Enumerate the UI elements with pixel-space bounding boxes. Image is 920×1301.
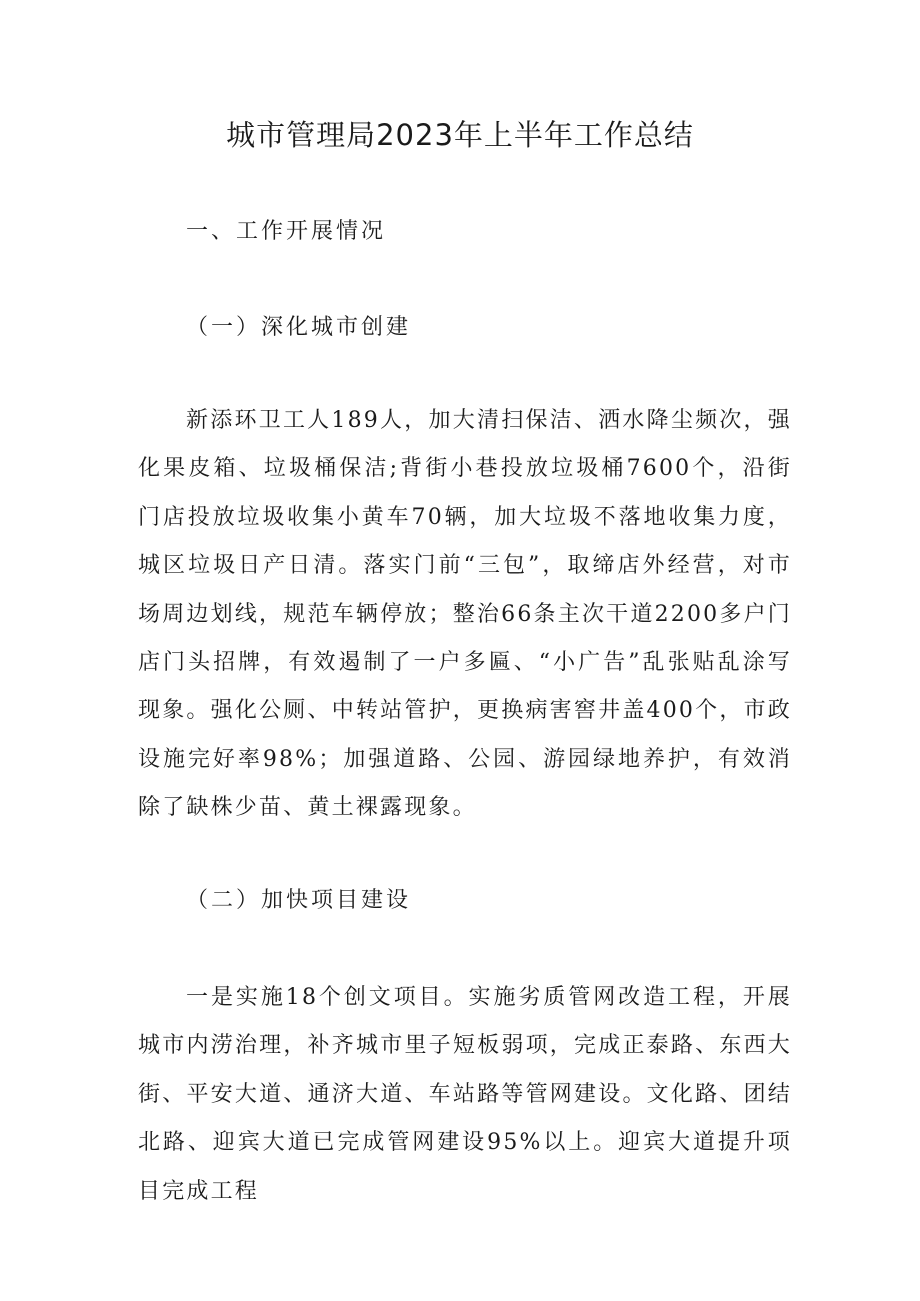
paragraph-project-construction: 一是实施18个创文项目。实施劣质管网改造工程，开展城市内涝治理，补齐城市里子短板弱项，完成正泰路、东西大街、平安大道、通济大道、车站路等管网建设。文化路、团结北路、迎宾大道已完成管网建设95%以上。迎宾大道提升项目完成工程: [138, 985, 792, 1204]
subsection-heading-project-construction: （二）加快项目建设: [186, 888, 412, 913]
section-heading-work-progress: 一、工作开展情况: [186, 219, 387, 244]
document-title: 城市管理局2023年上半年工作总结: [226, 118, 694, 152]
paragraph-city-creation: 新添环卫工人189人，加大清扫保洁、洒水降尘频次，强化果皮箱、垃圾桶保洁;背街小巷投放垃圾桶7600个，沿街门店投放垃圾收集小黄车70辆，加大垃圾不落地收集力度，城区垃圾日产日清。落实门前“三包”，取缔店外经营，对市场周边划线，规范车辆停放；整治66条主次干道2200多户门店门头招牌，有效遏制了一户多匾、“小广告”乱张贴乱涂写现象。强化公厕、中转站管护，更换病害窖井盖400个，市政设施完好率98%；加强道路、公园、游园绿地养护，有效消除了缺株少苗、黄土裸露现象。: [138, 408, 792, 821]
subsection-heading-city-creation: （一）深化城市创建: [186, 315, 412, 340]
